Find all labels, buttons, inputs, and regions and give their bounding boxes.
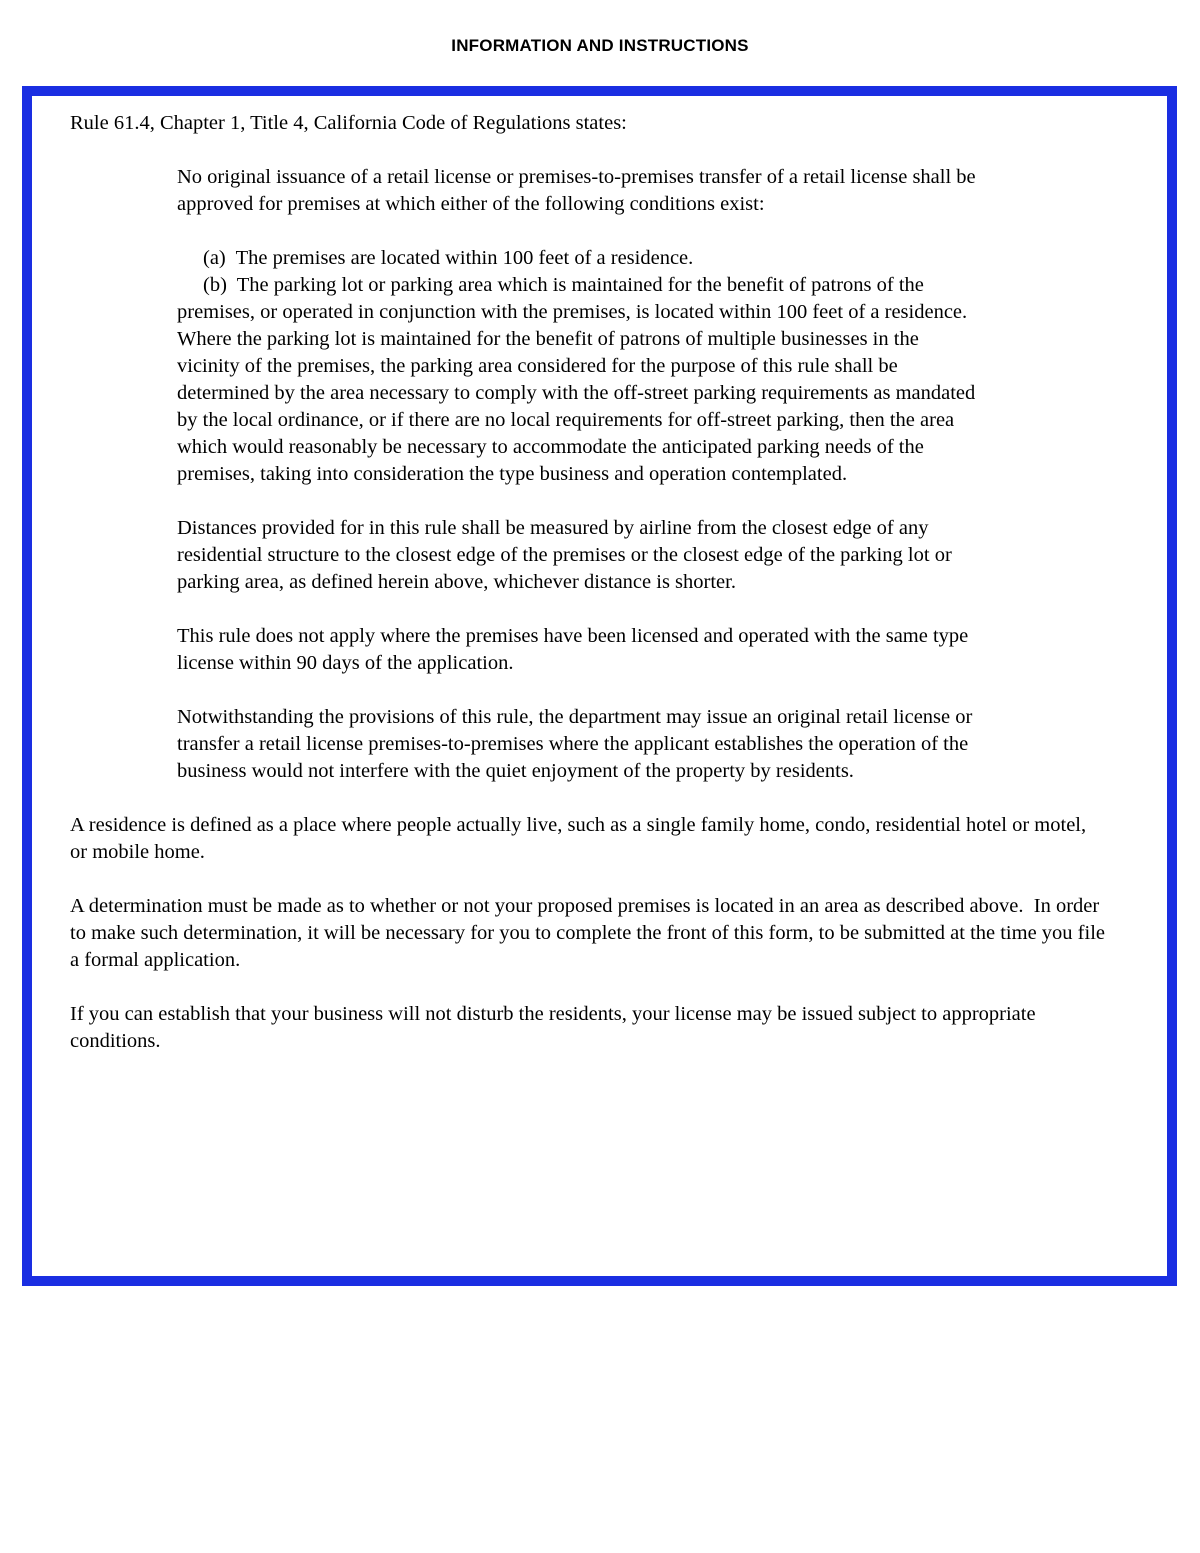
notice-box (22, 86, 1177, 1286)
rule-paragraph-distances: Distances provided for in this rule shall be measured by airline from the closest edge of any residential structure to the closest edge of the premises or the closest edge of the parking lot or parking area, as defined herein above, whichever distance is shorter. (177, 517, 957, 593)
rule-paragraph-notwithstanding: Notwithstanding the provisions of this rule, the department may issue an original retail license or transfer a retail license premises-to-premises where the applicant establishes the operation of the business would not interfere with the quiet enjoyment of the property by residents. (177, 706, 978, 782)
rule-paragraph-issuance: No original issuance of a retail license or premises-to-premises transfer of a retail license shall be approved for premises at which either of the following conditions exist: (177, 166, 981, 215)
residence-definition-paragraph: A residence is defined as a place where people actually live, such as a single family home, condo, residential hotel or motel, or mobile home. (70, 814, 1092, 863)
rule-intro: Rule 61.4, Chapter 1, Title 4, California Code of Regulations states: (70, 112, 627, 134)
rule-paragraph-90-days: This rule does not apply where the premises have been licensed and operated with the same type license within 90 days of the application. (177, 625, 974, 674)
rule-item-b: (b) The parking lot or parking area which is maintained for the benefit of patrons of the premises, or operated in conjunction with the premises, is located within 100 feet of a residence. Where the parking lot is maintained for the benefit of patrons of multiple businesses in the vicinity of the premises, the parking area considered for the purpose of this rule shall be determined by the area necessary to comply with the off-street parking requirements as mandated by the local ordinance, or if there are no local requirements for off-street parking, then the area which would reasonably be necessary to accommodate the anticipated parking needs of the premises, taking into consideration the type business and operation contemplated. (177, 274, 981, 485)
page-title: INFORMATION AND INSTRUCTIONS (451, 36, 749, 55)
quoted-rule-block (177, 164, 981, 785)
rule-item-a: (a) The premises are located within 100 feet of a residence. (203, 247, 694, 269)
determination-paragraph: A determination must be made as to whether or not your proposed premises is located in an area as described above. In order to make such determination, it will be necessary for you to complete the front of this form, to be submitted at the time you file a formal application. (70, 895, 1111, 971)
conditions-paragraph: If you can establish that your business will not disturb the residents, your license may be issued subject to appropriate conditions. (70, 1003, 1041, 1052)
